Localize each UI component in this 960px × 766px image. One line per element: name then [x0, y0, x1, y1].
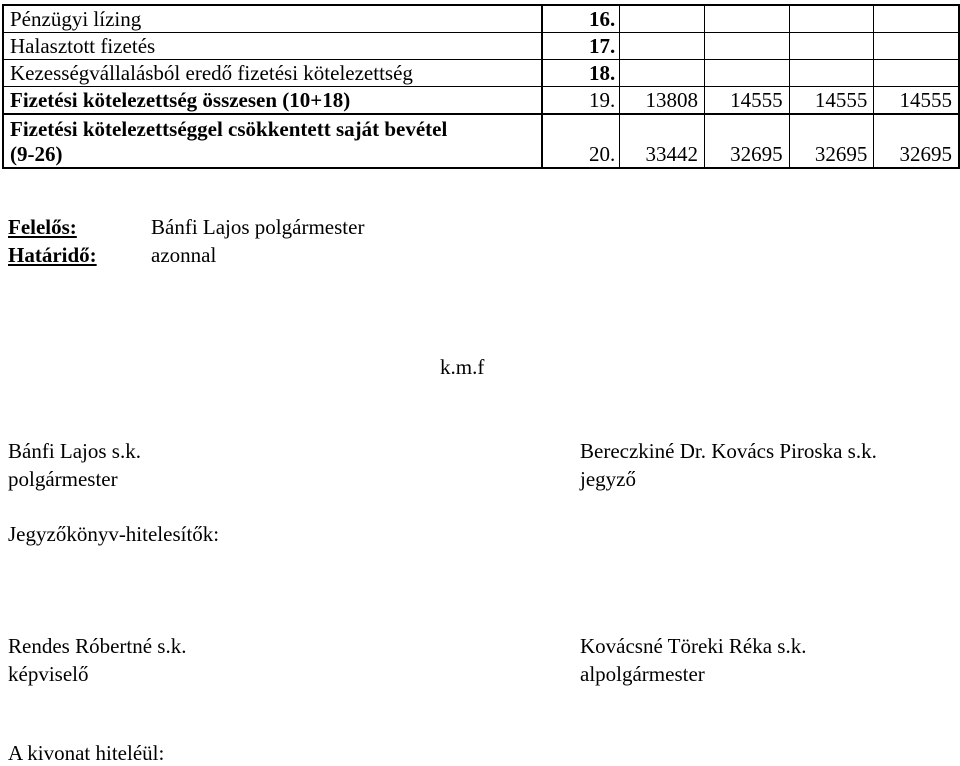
- row-label: [3, 114, 542, 168]
- hatarido-value: azonnal: [151, 243, 217, 267]
- table-row: [3, 60, 959, 87]
- signature-right2-name: Kovácsné Töreki Réka s.k.: [580, 634, 807, 658]
- value-cell: [620, 33, 705, 60]
- row-label: Kezességvállalásból eredő fizetési kötelezettség: [3, 60, 542, 87]
- signature-right2-title: alpolgármester: [580, 662, 705, 686]
- value-cell: [704, 33, 789, 60]
- felelos-value: Bánfi Lajos polgármester: [151, 215, 365, 239]
- signature-left1-title: polgármester: [8, 467, 118, 491]
- value-cell: [874, 5, 959, 33]
- row-number: 20.: [542, 114, 620, 168]
- value-cell: 14555: [874, 87, 959, 115]
- felelos-label: Felelős:: [8, 215, 77, 239]
- row-label: Pénzügyi lízing: [3, 5, 542, 33]
- signature-right1-name: Bereczkiné Dr. Kovács Piroska s.k.: [580, 439, 877, 463]
- row-number: 16.: [542, 5, 620, 33]
- row-number: 17.: [542, 33, 620, 60]
- table-row: [3, 5, 959, 33]
- signature-left2-name: Rendes Róbertné s.k.: [8, 634, 187, 658]
- row-label: Fizetési kötelezettség összesen (10+18): [3, 87, 542, 115]
- row-label-line1: Fizetési kötelezettséggel csökkentett saját bevétel: [10, 117, 448, 141]
- signature-left1-name: Bánfi Lajos s.k.: [8, 439, 141, 463]
- table-row: [3, 87, 959, 115]
- value-cell: [620, 5, 705, 33]
- footer-text: A kivonat hiteléül:: [8, 741, 165, 765]
- value-cell: [874, 60, 959, 87]
- value-cell: [789, 5, 874, 33]
- financial-table: [2, 4, 960, 169]
- value-cell: 33442: [620, 114, 705, 168]
- signature-left2-title: képviselő: [8, 662, 89, 686]
- value-cell: [704, 60, 789, 87]
- value-cell: 32695: [789, 114, 874, 168]
- value-cell: 32695: [874, 114, 959, 168]
- table-row: [3, 33, 959, 60]
- value-cell: [789, 60, 874, 87]
- value-cell: [874, 33, 959, 60]
- value-cell: 14555: [789, 87, 874, 115]
- value-cell: 14555: [704, 87, 789, 115]
- signature-right1-title: jegyző: [580, 467, 636, 491]
- value-cell: 32695: [704, 114, 789, 168]
- row-label-line2: (9-26): [10, 142, 63, 166]
- row-number: 19.: [542, 87, 620, 115]
- row-label: Halasztott fizetés: [3, 33, 542, 60]
- authenticators-label: Jegyzőkönyv-hitelesítők:: [8, 522, 220, 546]
- value-cell: [789, 33, 874, 60]
- table-row: [3, 114, 959, 168]
- value-cell: 13808: [620, 87, 705, 115]
- value-cell: [620, 60, 705, 87]
- hatarido-label: Határidő:: [8, 243, 97, 267]
- kmf-text: k.m.f: [440, 355, 485, 379]
- value-cell: [704, 5, 789, 33]
- row-number: 18.: [542, 60, 620, 87]
